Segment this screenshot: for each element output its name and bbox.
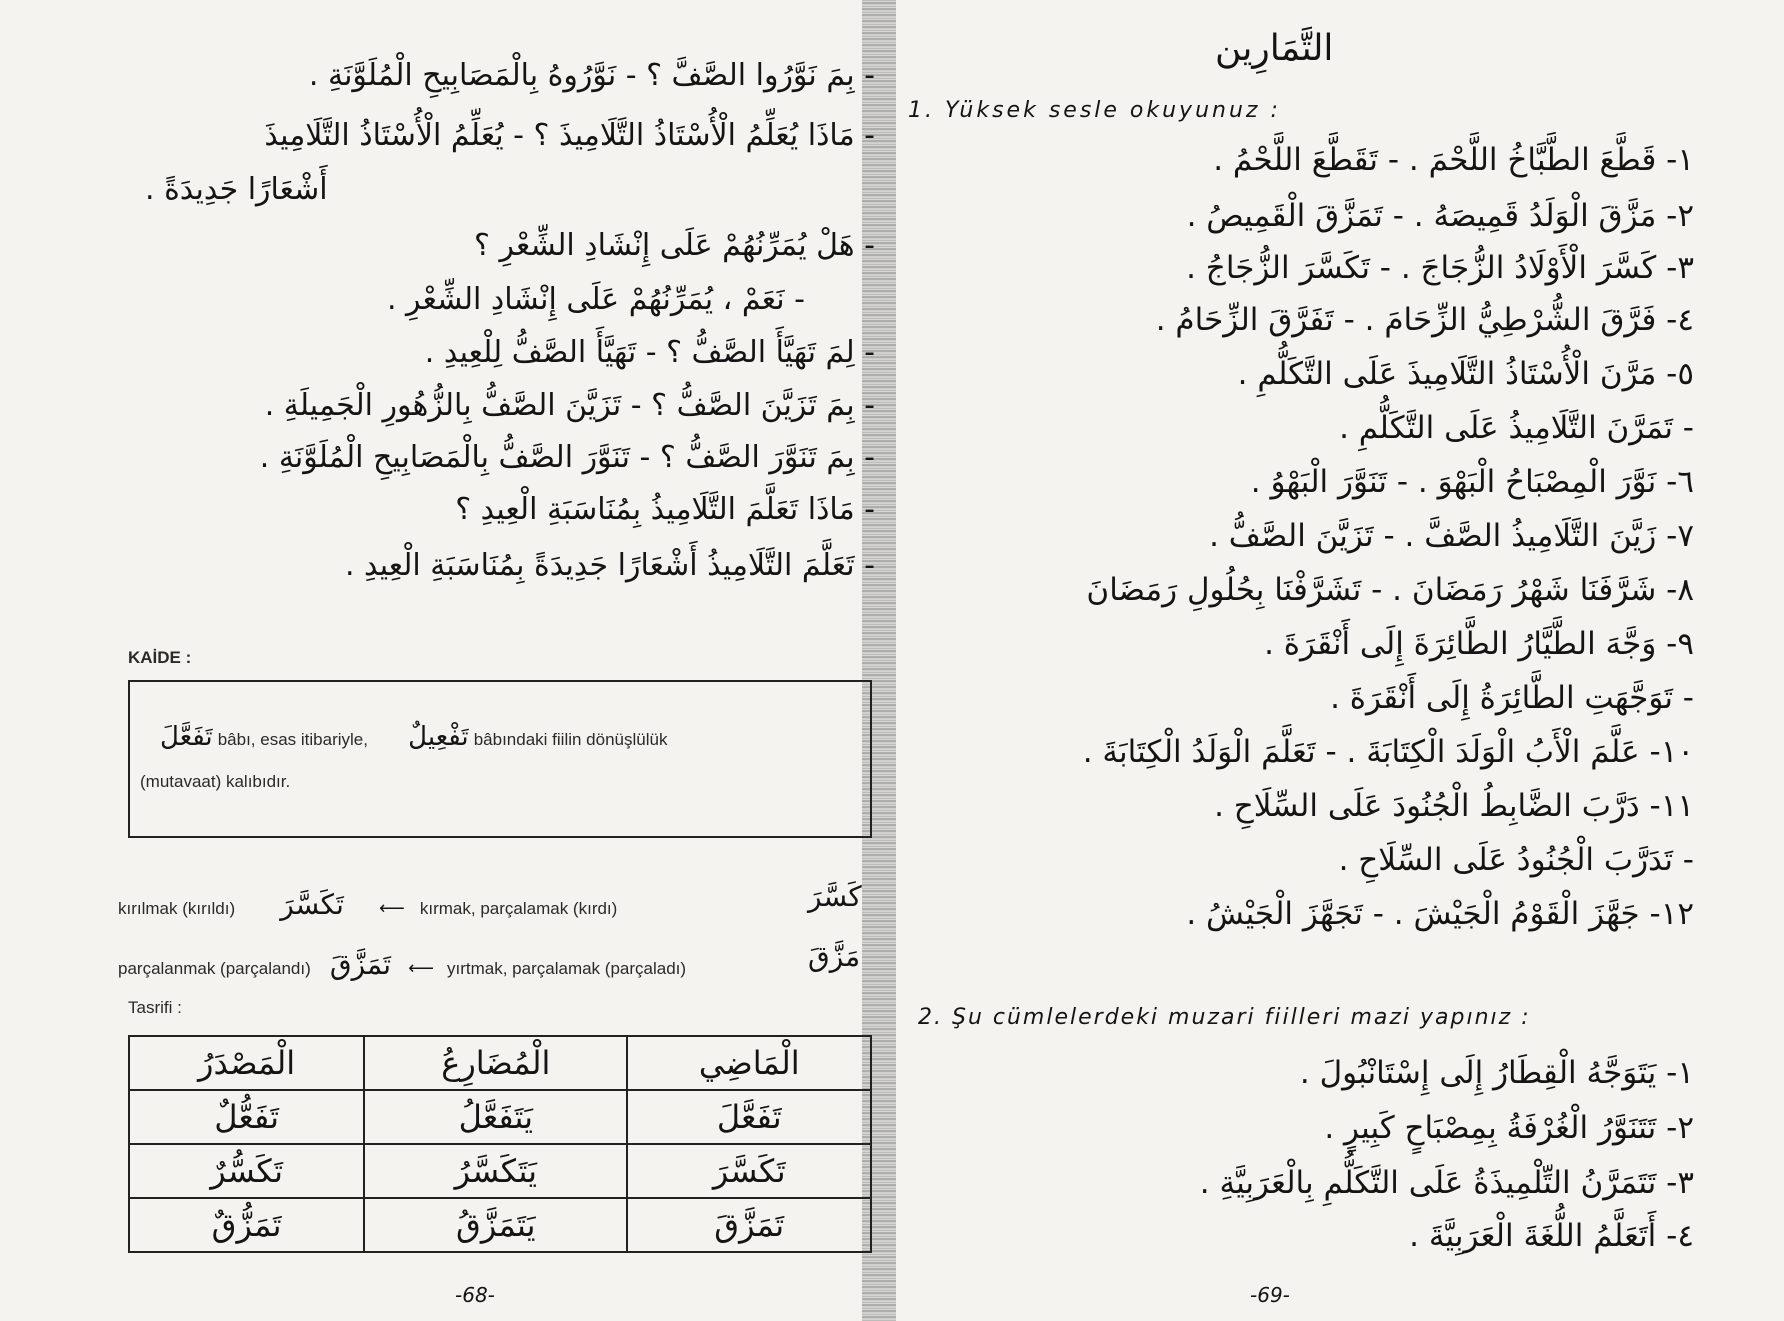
dialog-line: - مَاذَا يُعَلِّمُ الْأُسْتَاذُ التَّلَامِيذَ ؟ - يُعَلِّمُ الْأُسْتَاذُ التَّلَامِيذَ	[264, 118, 875, 153]
example-arabic: تَمَزَّقَ	[329, 948, 392, 981]
exercise-line: ٣- كَسَّرَ الْأَوْلَادُ الزُّجَاجَ . - تَكَسَّرَ الزُّجَاجُ .	[1186, 250, 1694, 286]
example-arabic: تَكَسَّرَ	[280, 888, 344, 921]
exercise-line: ٤- فَرَّقَ الشُّرْطِيُّ الزِّحَامَ . - تَفَرَّقَ الزِّحَامُ .	[1155, 302, 1694, 338]
exercise-2-heading: 2. Şu cümlelerdeki muzari fiilleri mazi yapınız :	[918, 1005, 1531, 1030]
example-row	[118, 888, 617, 921]
exercise-line: ١٠- عَلَّمَ الْأَبُ الْوَلَدَ الْكِتَابَةَ . - تَعَلَّمَ الْوَلَدُ الْكِتَابَةَ .	[1082, 734, 1694, 770]
dialog-line: - هَلْ يُمَرِّنُهُمْ عَلَى إِنْشَادِ الشِّعْرِ ؟	[474, 228, 875, 263]
exercise-line: ٩- وَجَّهَ الطَّيَّارُ الطَّائِرَةَ إِلَى أَنْقَرَةَ .	[1264, 626, 1694, 662]
exercise-line: ١- يَتَوَجَّهُ الْقِطَارُ إِلَى إِسْتَانْبُولَ .	[1299, 1055, 1694, 1091]
example-row	[118, 948, 686, 981]
exercise-line: - تَدَرَّبَ الْجُنُودُ عَلَى السِّلَاحِ .	[1338, 842, 1694, 878]
table-row	[129, 1144, 871, 1198]
header-madi: الْمَاضِي	[627, 1036, 871, 1090]
table-cell: يَتَكَسَّرُ	[364, 1144, 627, 1198]
kaide-arabic-1: تَفَعَّلَ	[160, 722, 213, 752]
dialog-line: - بِمَ تَزَيَّنَ الصَّفُّ ؟ - تَزَيَّنَ الصَّفُّ بِالزُّهُورِ الْجَمِيلَةِ .	[264, 388, 875, 423]
arrow-icon: ⟵	[408, 958, 434, 979]
example-arabic: مَزَّقَ	[808, 940, 861, 973]
header-mudari: الْمُضَارِعُ	[364, 1036, 627, 1090]
conjugation-table	[128, 1035, 872, 1253]
kaide-text-2: bâbındaki fiilin dönüşlülük	[473, 730, 668, 749]
exercise-line: ٢- تَتَنَوَّرُ الْغُرْفَةُ بِمِصْبَاحٍ كَبِيرٍ .	[1324, 1110, 1694, 1146]
exercise-line: ٧- زَيَّنَ التَّلَامِيذُ الصَّفَّ . - تَزَيَّنَ الصَّفُّ .	[1209, 518, 1694, 554]
exercise-line: ٨- شَرَّفَنَا شَهْرُ رَمَضَانَ . - تَشَرَّفْنَا بِحُلُولِ رَمَضَانَ	[1086, 572, 1694, 608]
exercise-line: ١٢- جَهَّزَ الْقَوْمُ الْجَيْشَ . - تَجَهَّزَ الْجَيْشُ .	[1186, 896, 1694, 932]
table-row	[129, 1198, 871, 1252]
dialog-line: أَشْعَارًا جَدِيدَةً .	[145, 172, 328, 207]
tasrif-label: Tasrifi :	[128, 998, 182, 1017]
exercise-line: - تَوَجَّهَتِ الطَّائِرَةُ إِلَى أَنْقَرَةَ .	[1330, 680, 1694, 716]
kaide-text-1: bâbı, esas itibariyle,	[217, 730, 368, 749]
example-turkish: kırmak, parçalamak (kırdı)	[419, 899, 618, 918]
table-cell: يَتَفَعَّلُ	[364, 1090, 627, 1144]
left-page	[0, 0, 875, 1321]
dialog-line: - بِمَ تَنَوَّرَ الصَّفُّ ؟ - تَنَوَّرَ الصَّفُّ بِالْمَصَابِيحِ الْمُلَوَّنَةِ .	[259, 440, 875, 475]
example-arabic: كَسَّرَ	[808, 880, 862, 913]
kaide-line-1	[160, 722, 667, 752]
table-cell: يَتَمَزَّقُ	[364, 1198, 627, 1252]
table-header-row	[129, 1036, 871, 1090]
exercise-line: - تَمَرَّنَ التَّلَامِيذُ عَلَى التَّكَلُّمِ .	[1339, 410, 1694, 446]
dialog-line: - تَعَلَّمَ التَّلَامِيذُ أَشْعَارًا جَدِيدَةً بِمُنَاسَبَةِ الْعِيدِ .	[344, 548, 875, 583]
example-turkish: yırtmak, parçalamak (parçaladı)	[447, 959, 687, 978]
page-number: -68-	[455, 1283, 495, 1307]
kaide-label: KAİDE :	[128, 648, 192, 667]
exercise-line: ٣- تَتَمَرَّنُ التِّلْمِيذَةُ عَلَى التَّكَلُّمِ بِالْعَرَبِيَّةِ .	[1199, 1165, 1694, 1201]
table-cell: تَكَسُّرٌ	[129, 1144, 364, 1198]
table-cell: تَكَسَّرَ	[627, 1144, 871, 1198]
exercise-line: ١١- دَرَّبَ الضَّابِطُ الْجُنُودَ عَلَى السِّلَاحِ .	[1214, 788, 1694, 824]
kaide-arabic-2: تَفْعِيلٌ	[408, 722, 469, 752]
kaide-box	[128, 680, 872, 838]
example-turkish: parçalanmak (parçalandı)	[118, 959, 311, 978]
exercise-line: ٦- نَوَّرَ الْمِصْبَاحُ الْبَهْوَ . - تَنَوَّرَ الْبَهْوُ .	[1250, 464, 1694, 500]
example-turkish: kırılmak (kırıldı)	[118, 899, 236, 918]
exercise-1-heading: 1. Yüksek sesle okuyunuz :	[908, 98, 1281, 123]
arrow-icon: ⟵	[378, 898, 405, 919]
dialog-line: - نَعَمْ ، يُمَرِّنُهُمْ عَلَى إِنْشَادِ الشِّعْرِ .	[386, 282, 805, 317]
dialog-line: - بِمَ نَوَّرُوا الصَّفَّ ؟ - نَوَّرُوهُ بِالْمَصَابِيحِ الْمُلَوَّنَةِ .	[308, 58, 875, 93]
right-page	[880, 0, 1784, 1321]
table-row	[129, 1090, 871, 1144]
page-title: التَّمَارِين	[1215, 28, 1334, 69]
page-number: -69-	[1250, 1283, 1290, 1307]
table-cell: تَفَعَّلَ	[627, 1090, 871, 1144]
dialog-line: - مَاذَا تَعَلَّمَ التَّلَامِيذُ بِمُنَاسَبَةِ الْعِيدِ ؟	[455, 492, 875, 527]
dialog-line: - لِمَ تَهَيَّأَ الصَّفُّ ؟ - تَهَيَّأَ الصَّفُّ لِلْعِيدِ .	[424, 335, 875, 370]
table-cell: تَمَزَّقَ	[627, 1198, 871, 1252]
table-cell: تَمَزُّقٌ	[129, 1198, 364, 1252]
exercise-line: ٤- أَتَعَلَّمُ اللُّغَةَ الْعَرَبِيَّةَ .	[1409, 1218, 1694, 1254]
header-masdar: الْمَصْدَرُ	[129, 1036, 364, 1090]
exercise-line: ٢- مَزَّقَ الْوَلَدُ قَمِيصَهُ . - تَمَزَّقَ الْقَمِيصُ .	[1186, 198, 1694, 234]
exercise-line: ١- قَطَّعَ الطَّبَّاخُ اللَّحْمَ . - تَقَطَّعَ اللَّحْمُ .	[1213, 142, 1694, 178]
exercise-line: ٥- مَرَّنَ الْأُسْتَاذُ التَّلَامِيذَ عَلَى التَّكَلُّمِ .	[1237, 356, 1694, 392]
table-cell: تَفَعُّلٌ	[129, 1090, 364, 1144]
kaide-text-3: (mutavaat) kalıbıdır.	[140, 772, 291, 791]
